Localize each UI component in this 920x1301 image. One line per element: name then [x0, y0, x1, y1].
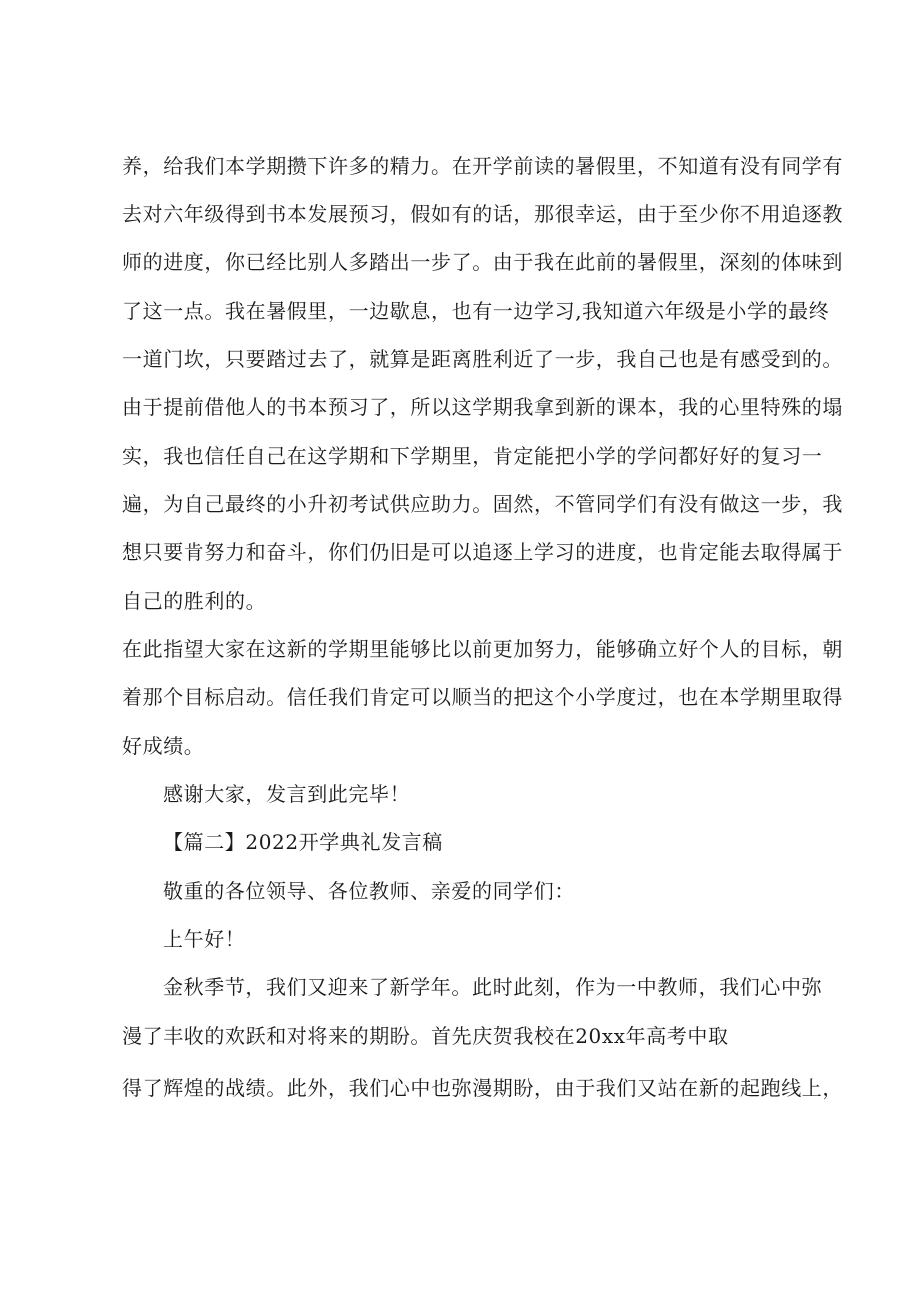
paragraph-line: 由于提前借他人的书本预习了，所以这学期我拿到新的课本，我的心里特殊的塌	[122, 395, 843, 419]
paragraph-line: 养，给我们本学期攒下许多的精力。在开学前读的暑假里，不知道有没有同学有	[122, 154, 843, 178]
paragraph-line: 自己的胜利的。	[122, 589, 267, 613]
closing-line: 感谢大家，发言到此完毕！	[163, 782, 411, 806]
salutation-line: 敬重的各位领导、各位教师、亲爱的同学们：	[163, 879, 575, 903]
paragraph-line: 了这一点。我在暑假里，一边歇息，也有一边学习,我知道六年级是小学的最终	[122, 299, 830, 323]
paragraph-line: 遍，为自己最终的小升初考试供应助力。固然，不管同学们有没有做这一步，我	[122, 492, 843, 516]
paragraph-line: 实，我也信任自己在这学期和下学期里，肯定能把小学的学问都好好的复习一	[122, 444, 823, 468]
paragraph-line: 金秋季节，我们又迎来了新学年。此时此刻，作为一中教师，我们心中弥	[163, 975, 823, 999]
paragraph-line: 漫了丰收的欢跃和对将来的期盼。首先庆贺我校在20xx年高考中取	[122, 1024, 729, 1048]
paragraph-line: 好成绩。	[122, 734, 205, 758]
paragraph-line: 去对六年级得到书本发展预习，假如有的话，那很幸运，由于至少你不用追逐教	[122, 202, 843, 226]
paragraph-line: 一道门坎，只要踏过去了，就算是距离胜利近了一步，我自己也是有感受到的。	[122, 347, 843, 371]
section-heading: 【篇二】2022开学典礼发言稿	[163, 830, 443, 854]
greeting-line: 上午好！	[163, 927, 246, 951]
paragraph-line: 在此指望大家在这新的学期里能够比以前更加努力，能够确立好个人的目标，朝	[122, 637, 843, 661]
paragraph-line: 想只要肯努力和奋斗，你们仍旧是可以追逐上学习的进度，也肯定能去取得属于	[122, 540, 843, 564]
paragraph-line: 得了辉煌的战绩。此外，我们心中也弥漫期盼，由于我们又站在新的起跑线上，	[122, 1076, 843, 1100]
paragraph-line: 着那个目标启动。信任我们肯定可以顺当的把这个小学度过，也在本学期里取得	[122, 685, 843, 709]
paragraph-line: 师的进度，你已经比别人多踏出一步了。由于我在此前的暑假里，深刻的体味到	[122, 250, 843, 274]
